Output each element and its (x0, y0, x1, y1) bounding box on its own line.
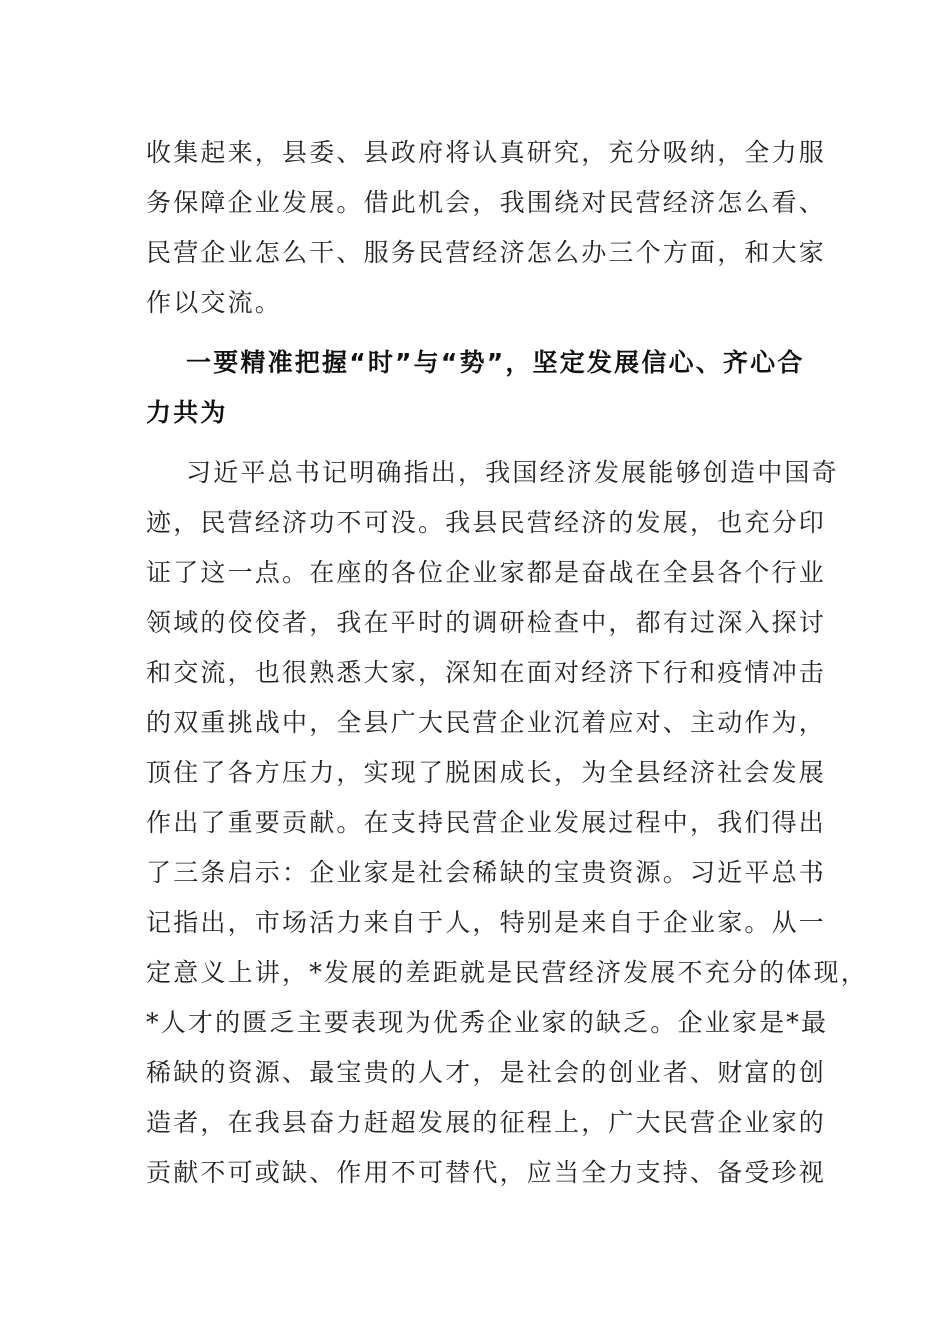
paragraph-line: 了三条启示：企业家是社会稀缺的宝贵资源。习近平总书 (146, 858, 827, 887)
heading-line: 一要精准把握“时”与“势”，坚定发展信心、齐心合 (186, 348, 805, 377)
paragraph-line: 务保障企业发展。借此机会，我围绕对民营经济怎么看、 (146, 188, 827, 217)
paragraph-line: 收集起来，县委、县政府将认真研究，充分吸纳，全力服 (146, 138, 827, 167)
paragraph-line: 定意义上讲，*发展的差距就是民营经济发展不充分的体现， (146, 958, 868, 987)
paragraph-1 (146, 128, 827, 328)
paragraph-line: 作以交流。 (146, 288, 283, 317)
paragraph-line: 贡献不可或缺、作用不可替代，应当全力支持、备受珍视 (146, 1158, 827, 1187)
paragraph-line: 稀缺的资源、最宝贵的人才，是社会的创业者、财富的创 (146, 1058, 827, 1087)
paragraph-line: 证了这一点。在座的各位企业家都是奋战在全县各个行业 (146, 558, 827, 587)
paragraph-line: 迹，民营经济功不可没。我县民营经济的发展，也充分印 (146, 508, 827, 537)
paragraph-line: 顶住了各方压力，实现了脱困成长，为全县经济社会发展 (146, 758, 827, 787)
heading-line: 力共为 (146, 398, 228, 427)
paragraph-line: 作出了重要贡献。在支持民营企业发展过程中，我们得出 (146, 808, 827, 837)
paragraph-line: 习近平总书记明确指出，我国经济发展能够创造中国奇 (186, 458, 839, 487)
paragraph-line: *人才的匮乏主要表现为优秀企业家的缺乏。企业家是*最 (146, 1008, 829, 1037)
paragraph-line: 民营企业怎么干、服务民营经济怎么办三个方面，和大家 (146, 238, 827, 267)
paragraph-line: 造者，在我县奋力赶超发展的征程上，广大民营企业家的 (146, 1108, 827, 1137)
paragraph-line: 和交流，也很熟悉大家，深知在面对经济下行和疫情冲击 (146, 658, 827, 687)
paragraph-line: 的双重挑战中，全县广大民营企业沉着应对、主动作为， (146, 708, 827, 737)
section-heading (146, 338, 816, 438)
paragraph-line: 记指出，市场活力来自于人，特别是来自于企业家。从一 (146, 908, 827, 937)
paragraph-2 (146, 448, 868, 1198)
paragraph-line: 领域的佼佼者，我在平时的调研检查中，都有过深入探讨 (146, 608, 827, 637)
